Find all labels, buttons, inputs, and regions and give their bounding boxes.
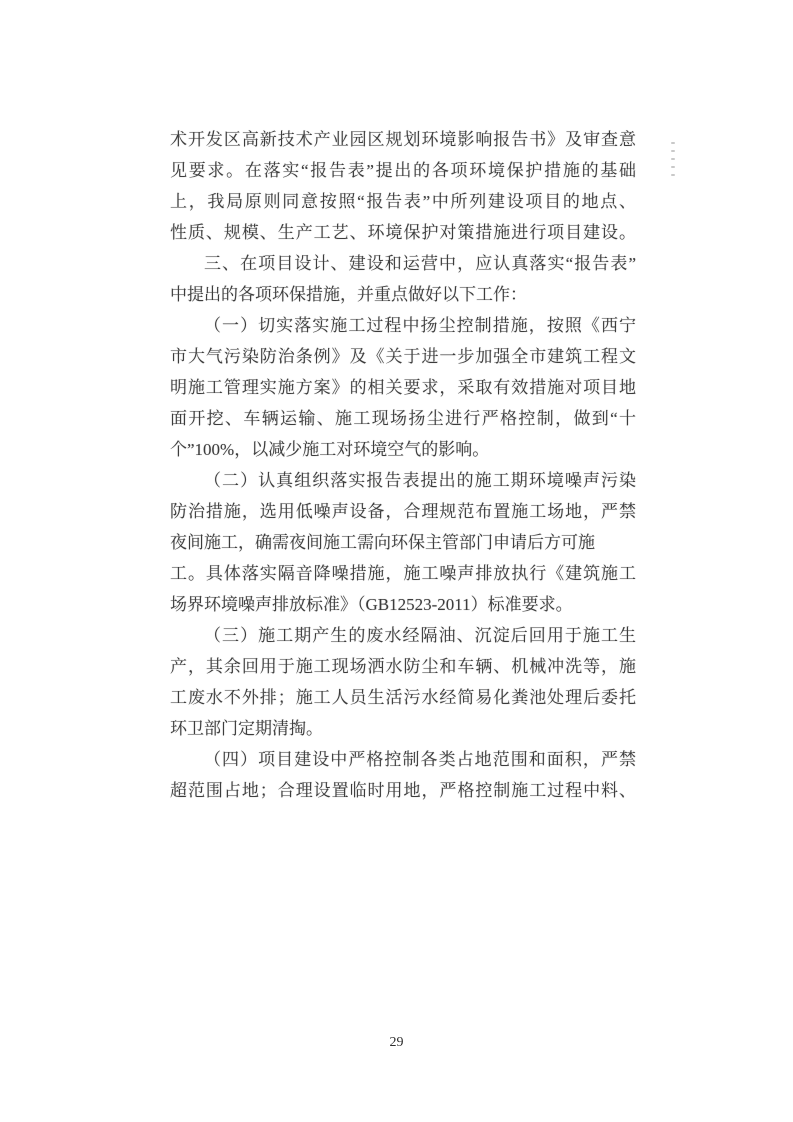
scan-artifact-dash xyxy=(671,166,675,168)
text-line: 环卫部门定期清掏。 xyxy=(170,719,323,738)
document-body xyxy=(170,124,636,806)
scan-artifact-dash xyxy=(671,158,675,160)
text-line: （三）施工期产生的废水经隔油、沉淀后回用于施工生 xyxy=(204,626,636,645)
text-line: 场界环境噪声排放标准》（GB12523-2011）标准要求。 xyxy=(170,595,573,614)
scan-artifact-dash xyxy=(671,142,675,144)
text-line: 术开发区高新技术产业园区规划环境影响报告书》及审查意 xyxy=(170,130,636,149)
text-line: （四）项目建设中严格控制各类占地范围和面积，严禁 xyxy=(204,750,636,769)
text-line: 三、在项目设计、建设和运营中，应认真落实“报告表” xyxy=(204,254,636,273)
text-line: 明施工管理实施方案》的相关要求，采取有效措施对项目地 xyxy=(170,378,636,397)
text-line: 产，其余回用于施工现场洒水防尘和车辆、机械冲洗等，施 xyxy=(170,657,636,676)
page-number: 29 xyxy=(389,1035,404,1050)
text-line: 工废水不外排；施工人员生活污水经简易化粪池处理后委托 xyxy=(170,688,636,707)
scan-artifact-dash xyxy=(671,174,675,176)
text-line: （二）认真组织落实报告表提出的施工期环境噪声污染 xyxy=(204,471,636,490)
text-line: 工。具体落实隔音降噪措施，施工噪声排放执行《建筑施工 xyxy=(170,564,636,583)
text-line: 上，我局原则同意按照“报告表”中所列建设项目的地点、 xyxy=(170,192,636,211)
text-line: 个”100%，以减少施工对环境空气的影响。 xyxy=(170,440,490,459)
text-line: 中提出的各项环保措施，并重点做好以下工作： xyxy=(170,285,527,304)
text-line: （一）切实落实施工过程中扬尘控制措施，按照《西宁 xyxy=(204,316,636,335)
text-line: 见要求。在落实“报告表”提出的各项环境保护措施的基础 xyxy=(170,161,636,180)
scan-artifact-marks xyxy=(671,142,675,176)
scan-artifact-dash xyxy=(671,150,675,152)
text-line: 性质、规模、生产工艺、环境保护对策措施进行项目建设。 xyxy=(170,223,636,242)
text-line: 超范围占地；合理设置临时用地，严格控制施工过程中料、 xyxy=(170,781,636,800)
text-line: 夜间施工，确需夜间施工需向环保主管部门申请后方可施 xyxy=(170,533,595,552)
text-line: 面开挖、车辆运输、施工现场扬尘进行严格控制，做到“十 xyxy=(170,409,636,428)
text-line: 市大气污染防治条例》及《关于进一步加强全市建筑工程文 xyxy=(170,347,636,366)
text-line: 防治措施，选用低噪声设备，合理规范布置施工场地，严禁 xyxy=(170,502,636,521)
